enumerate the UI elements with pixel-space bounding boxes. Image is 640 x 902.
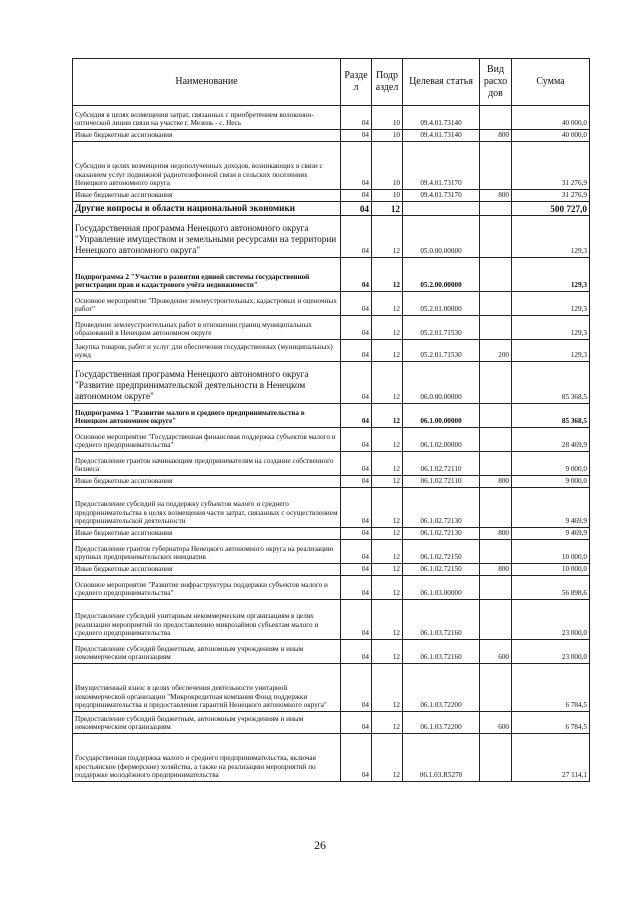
row-expense-type-cell bbox=[480, 734, 512, 782]
row-subsection-cell: 12 bbox=[372, 452, 403, 476]
row-section-cell: 04 bbox=[341, 106, 372, 130]
row-name-cell: Государственная поддержка малого и среднего предпринимательства, включая крестьянские (фермерские) хозяйства, а также на реализацию мероприятий по поддержке молодёжного предпринимательства bbox=[73, 734, 341, 782]
row-section-cell: 04 bbox=[341, 428, 372, 452]
header-amount: Сумма bbox=[512, 59, 590, 106]
table-row bbox=[73, 428, 590, 452]
header-name: Наименование bbox=[73, 59, 341, 106]
row-amount-cell: 31 276,9 bbox=[512, 190, 590, 202]
table-row bbox=[73, 216, 590, 258]
row-amount-cell: 23 000,0 bbox=[512, 600, 590, 640]
row-section-cell: 04 bbox=[341, 712, 372, 734]
table-row bbox=[73, 712, 590, 734]
row-name-cell: Иные бюджетные ассигнования bbox=[73, 564, 341, 576]
row-expense-type-cell bbox=[480, 540, 512, 564]
row-target-cell: 05.2.00.00000 bbox=[403, 258, 480, 292]
row-expense-type-cell bbox=[480, 452, 512, 476]
row-amount-cell: 40 000,0 bbox=[512, 130, 590, 142]
row-section-cell: 04 bbox=[341, 190, 372, 202]
row-amount-cell: 27 114,1 bbox=[512, 734, 590, 782]
row-subsection-cell: 12 bbox=[372, 404, 403, 428]
row-amount-cell: 500 727,0 bbox=[512, 202, 590, 216]
row-target-cell: 09.4.01.73140 bbox=[403, 130, 480, 142]
row-expense-type-cell: 800 bbox=[480, 528, 512, 540]
row-section-cell: 04 bbox=[341, 640, 372, 664]
row-expense-type-cell bbox=[480, 576, 512, 600]
row-amount-cell: 85 368,5 bbox=[512, 404, 590, 428]
row-target-cell: 06.1.02.72130 bbox=[403, 528, 480, 540]
table-row bbox=[73, 564, 590, 576]
row-amount-cell: 6 784,5 bbox=[512, 712, 590, 734]
row-expense-type-cell bbox=[480, 316, 512, 340]
row-target-cell: 06.1.03.72200 bbox=[403, 664, 480, 712]
row-target-cell: 06.1.02.00000 bbox=[403, 428, 480, 452]
row-subsection-cell: 12 bbox=[372, 202, 403, 216]
header-target-article: Целевая статья bbox=[403, 59, 480, 106]
table-row bbox=[73, 576, 590, 600]
row-target-cell: 06.1.03.72160 bbox=[403, 600, 480, 640]
row-amount-cell: 23 000,0 bbox=[512, 640, 590, 664]
row-subsection-cell: 10 bbox=[372, 106, 403, 130]
row-section-cell: 04 bbox=[341, 476, 372, 488]
row-name-cell: Предоставление грантов начинающим предпринимателям на создание собственного бизнеса bbox=[73, 452, 341, 476]
row-name-cell: Предоставление субсидий на поддержку субъектов малого и среднего предпринимательства в целях возмещения части затрат, связанных с осуществлением предпринимательской деятельности bbox=[73, 488, 341, 528]
row-expense-type-cell: 800 bbox=[480, 190, 512, 202]
row-subsection-cell: 12 bbox=[372, 292, 403, 316]
row-target-cell: 05.2.01.71530 bbox=[403, 340, 480, 362]
row-name-cell: Государственная программа Ненецкого автономного округа "Управление имуществом и земельными ресурсами на территории Ненецкого автономного округа" bbox=[73, 216, 341, 258]
row-target-cell: 06.1.02.72130 bbox=[403, 488, 480, 528]
budget-table bbox=[72, 58, 590, 782]
row-subsection-cell: 12 bbox=[372, 488, 403, 528]
row-amount-cell: 9 469,9 bbox=[512, 488, 590, 528]
row-subsection-cell: 12 bbox=[372, 712, 403, 734]
row-name-cell: Другие вопросы в области национальной экономики bbox=[73, 202, 341, 216]
row-section-cell: 04 bbox=[341, 362, 372, 404]
row-target-cell: 06.1.00.00000 bbox=[403, 404, 480, 428]
row-subsection-cell: 12 bbox=[372, 216, 403, 258]
table-row bbox=[73, 292, 590, 316]
row-name-cell: Проведение землеустроительных работ в отношении границ муниципальных образований в Ненецком автономном округе bbox=[73, 316, 341, 340]
table-row bbox=[73, 540, 590, 564]
row-subsection-cell: 12 bbox=[372, 540, 403, 564]
row-section-cell: 04 bbox=[341, 316, 372, 340]
row-expense-type-cell bbox=[480, 362, 512, 404]
page-number: 26 bbox=[314, 838, 326, 852]
row-section-cell: 04 bbox=[341, 452, 372, 476]
row-amount-cell: 9 469,9 bbox=[512, 528, 590, 540]
row-name-cell: Закупка товаров, работ и услуг для обеспечения государственных (муниципальных) нужд bbox=[73, 340, 341, 362]
row-target-cell: 06.1.03.72200 bbox=[403, 712, 480, 734]
row-name-cell: Предоставление грантов губернатора Ненецкого автономного округа на реализацию крупных предпринимательских инициатив bbox=[73, 540, 341, 564]
row-target-cell: 09.4.01.73140 bbox=[403, 106, 480, 130]
row-section-cell: 04 bbox=[341, 340, 372, 362]
row-section-cell: 04 bbox=[341, 528, 372, 540]
row-name-cell: Предоставление субсидий бюджетным, автономным учреждениям и иным некоммерческим организациям bbox=[73, 640, 341, 664]
row-name-cell: Государственная программа Ненецкого автономного округа "Развитие предпринимательской деятельности в Ненецком автономном округе" bbox=[73, 362, 341, 404]
row-amount-cell: 40 000,0 bbox=[512, 106, 590, 130]
row-expense-type-cell bbox=[480, 216, 512, 258]
row-amount-cell: 31 276,9 bbox=[512, 142, 590, 190]
row-amount-cell: 129,3 bbox=[512, 316, 590, 340]
row-expense-type-cell bbox=[480, 664, 512, 712]
row-section-cell: 04 bbox=[341, 130, 372, 142]
table-row bbox=[73, 190, 590, 202]
row-subsection-cell: 12 bbox=[372, 428, 403, 452]
row-subsection-cell: 12 bbox=[372, 640, 403, 664]
row-name-cell: Иные бюджетные ассигнования bbox=[73, 528, 341, 540]
table-row bbox=[73, 142, 590, 190]
row-amount-cell: 9 000,0 bbox=[512, 452, 590, 476]
row-section-cell: 04 bbox=[341, 202, 372, 216]
row-expense-type-cell bbox=[480, 488, 512, 528]
row-expense-type-cell: 800 bbox=[480, 130, 512, 142]
row-expense-type-cell bbox=[480, 106, 512, 130]
table-row bbox=[73, 106, 590, 130]
table-row bbox=[73, 452, 590, 476]
row-expense-type-cell bbox=[480, 202, 512, 216]
row-section-cell: 04 bbox=[341, 540, 372, 564]
row-target-cell bbox=[403, 202, 480, 216]
row-expense-type-cell bbox=[480, 292, 512, 316]
row-section-cell: 04 bbox=[341, 734, 372, 782]
row-target-cell: 06.1.03.72160 bbox=[403, 640, 480, 664]
row-expense-type-cell bbox=[480, 258, 512, 292]
table-row bbox=[73, 404, 590, 428]
row-amount-cell: 9 000,0 bbox=[512, 476, 590, 488]
row-expense-type-cell: 600 bbox=[480, 640, 512, 664]
row-expense-type-cell: 800 bbox=[480, 564, 512, 576]
row-expense-type-cell: 200 bbox=[480, 340, 512, 362]
row-expense-type-cell bbox=[480, 142, 512, 190]
row-target-cell: 06.0.00.00000 bbox=[403, 362, 480, 404]
row-amount-cell: 129,3 bbox=[512, 292, 590, 316]
row-subsection-cell: 12 bbox=[372, 664, 403, 712]
row-expense-type-cell: 600 bbox=[480, 712, 512, 734]
table-row bbox=[73, 258, 590, 292]
row-section-cell: 04 bbox=[341, 216, 372, 258]
row-target-cell: 06.1.03.00000 bbox=[403, 576, 480, 600]
row-amount-cell: 10 000,0 bbox=[512, 540, 590, 564]
table-row bbox=[73, 340, 590, 362]
header-expense-type: Вид расхо дов bbox=[480, 59, 512, 106]
row-expense-type-cell bbox=[480, 428, 512, 452]
row-section-cell: 04 bbox=[341, 600, 372, 640]
table-row bbox=[73, 476, 590, 488]
row-name-cell: Подпрограмма 1 "Развитие малого и среднего предпринимательства в Ненецком автономном округе" bbox=[73, 404, 341, 428]
row-subsection-cell: 10 bbox=[372, 142, 403, 190]
row-name-cell: Имущественный взнос в целях обеспечения деятельности унитарной некоммерческой организации "Микрокредитная компания Фонд поддержки предпринимательства и предоставления гарантий Ненецкого автономного округа" bbox=[73, 664, 341, 712]
table-row bbox=[73, 734, 590, 782]
table-row bbox=[73, 488, 590, 528]
row-section-cell: 04 bbox=[341, 292, 372, 316]
row-expense-type-cell bbox=[480, 600, 512, 640]
row-amount-cell: 129,3 bbox=[512, 258, 590, 292]
row-name-cell: Основное мероприятие "Проведение землеустроительных, кадастровых и оценочных работ" bbox=[73, 292, 341, 316]
row-amount-cell: 129,3 bbox=[512, 216, 590, 258]
table-header-row bbox=[73, 59, 590, 106]
row-subsection-cell: 12 bbox=[372, 476, 403, 488]
row-name-cell: Предоставление субсидий унитарным некоммерческим организациям в целях реализации мероприятий по предоставлению микрозаймов субъектам малого и среднего предпринимательства bbox=[73, 600, 341, 640]
row-name-cell: Субсидия в целях возмещения затрат, связанных с приобретением волоконно-оптической линии связи на участке г. Мезень - с. Несь bbox=[73, 106, 341, 130]
table-row bbox=[73, 202, 590, 216]
table-row bbox=[73, 528, 590, 540]
row-name-cell: Подпрограмма 2 "Участие в развитии единой системы государственной регистрации прав и кадастрового учёта недвижимости" bbox=[73, 258, 341, 292]
row-subsection-cell: 12 bbox=[372, 576, 403, 600]
row-subsection-cell: 12 bbox=[372, 734, 403, 782]
row-amount-cell: 10 000,0 bbox=[512, 564, 590, 576]
row-amount-cell: 85 368,5 bbox=[512, 362, 590, 404]
row-section-cell: 04 bbox=[341, 404, 372, 428]
table-row bbox=[73, 130, 590, 142]
row-name-cell: Основное мероприятие "Развитие инфраструктуры поддержки субъектов малого и среднего предпринимательства" bbox=[73, 576, 341, 600]
row-target-cell: 06.1.02.72110 bbox=[403, 476, 480, 488]
header-section: Разде л bbox=[341, 59, 372, 106]
row-section-cell: 04 bbox=[341, 258, 372, 292]
table-row bbox=[73, 600, 590, 640]
row-subsection-cell: 10 bbox=[372, 190, 403, 202]
row-target-cell: 06.1.02.72150 bbox=[403, 564, 480, 576]
row-amount-cell: 6 784,5 bbox=[512, 664, 590, 712]
table-row bbox=[73, 362, 590, 404]
table-row bbox=[73, 316, 590, 340]
row-target-cell: 05.0.00.00000 bbox=[403, 216, 480, 258]
row-name-cell: Основное мероприятие "Государственная финансовая поддержка субъектов малого и среднего предпринимательства" bbox=[73, 428, 341, 452]
row-section-cell: 04 bbox=[341, 564, 372, 576]
row-name-cell: Предоставление субсидий бюджетным, автономным учреждениям и иным некоммерческим организациям bbox=[73, 712, 341, 734]
row-name-cell: Иные бюджетные ассигнования bbox=[73, 130, 341, 142]
row-name-cell: Иные бюджетные ассигнования bbox=[73, 190, 341, 202]
row-section-cell: 04 bbox=[341, 576, 372, 600]
row-name-cell: Иные бюджетные ассигнования bbox=[73, 476, 341, 488]
row-subsection-cell: 12 bbox=[372, 340, 403, 362]
row-expense-type-cell bbox=[480, 404, 512, 428]
row-section-cell: 04 bbox=[341, 142, 372, 190]
row-amount-cell: 28 469,9 bbox=[512, 428, 590, 452]
row-amount-cell: 56 898,6 bbox=[512, 576, 590, 600]
row-target-cell: 06.1.02.72110 bbox=[403, 452, 480, 476]
row-target-cell: 06.1.02.72150 bbox=[403, 540, 480, 564]
row-subsection-cell: 12 bbox=[372, 362, 403, 404]
row-target-cell: 05.2.01.71530 bbox=[403, 316, 480, 340]
row-name-cell: Субсидии в целях возмещения недополученных доходов, возникающих в связи с оказанием услуг подвижной радиотелефонной связи в сельских поселениях Ненецкого автономного округа bbox=[73, 142, 341, 190]
table-row bbox=[73, 640, 590, 664]
row-section-cell: 04 bbox=[341, 664, 372, 712]
row-target-cell: 09.4.01.73170 bbox=[403, 142, 480, 190]
row-section-cell: 04 bbox=[341, 488, 372, 528]
row-subsection-cell: 10 bbox=[372, 130, 403, 142]
row-subsection-cell: 12 bbox=[372, 528, 403, 540]
row-subsection-cell: 12 bbox=[372, 600, 403, 640]
row-subsection-cell: 12 bbox=[372, 316, 403, 340]
table-body bbox=[73, 106, 590, 782]
row-expense-type-cell: 800 bbox=[480, 476, 512, 488]
table-row bbox=[73, 664, 590, 712]
header-subsection: Подр аздел bbox=[372, 59, 403, 106]
row-subsection-cell: 12 bbox=[372, 564, 403, 576]
row-target-cell: 09.4.01.73170 bbox=[403, 190, 480, 202]
row-subsection-cell: 12 bbox=[372, 258, 403, 292]
row-amount-cell: 129,3 bbox=[512, 340, 590, 362]
row-target-cell: 06.1.03.R5270 bbox=[403, 734, 480, 782]
row-target-cell: 05.2.01.00000 bbox=[403, 292, 480, 316]
